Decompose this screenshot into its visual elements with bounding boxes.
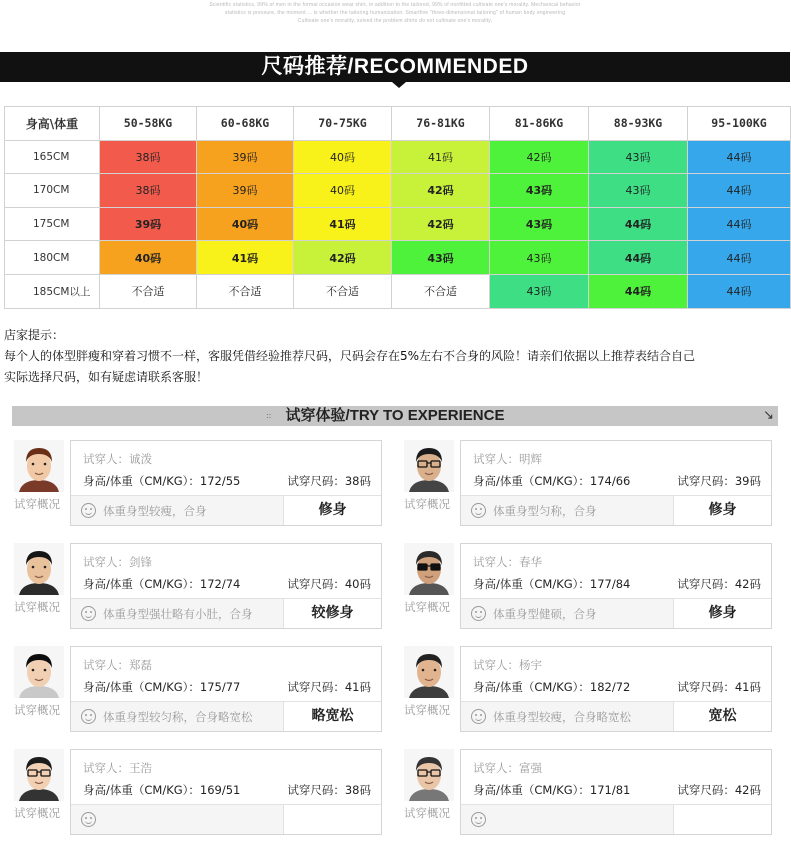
tester-spec: 身高/体重（CM/KG）：174/66 <box>473 474 631 488</box>
tryon-card <box>6 543 382 637</box>
weight-column-header: 60-68KG <box>197 107 294 141</box>
avatar-photo <box>14 543 64 595</box>
avatar-label: 试穿概况 <box>14 497 60 511</box>
size-table-row <box>5 140 791 174</box>
fit-row <box>461 804 771 834</box>
fit-description: 体重身型匀称，合身 <box>493 504 597 518</box>
tryon-card <box>396 440 772 534</box>
tryon-panel <box>460 440 772 526</box>
size-cell: 38码 <box>100 174 197 208</box>
tryon-panel <box>460 749 772 835</box>
fit-description: 体重身型健硕，合身 <box>493 607 597 621</box>
avatar <box>14 646 64 698</box>
header-fineprint <box>0 0 790 52</box>
avatar-label: 试穿概况 <box>404 600 450 614</box>
size-cell: 44码 <box>589 274 688 308</box>
tryon-card <box>396 749 772 843</box>
avatar <box>14 543 64 595</box>
size-cell: 41码 <box>197 241 294 275</box>
tester-size: 试穿尺码：42码 <box>677 783 761 797</box>
avatar-photo <box>404 440 454 492</box>
size-cell: 43码 <box>490 274 589 308</box>
size-table-row <box>5 274 791 308</box>
size-table-row <box>5 241 791 275</box>
fit-row <box>461 598 771 628</box>
size-cell: 不合适 <box>294 274 392 308</box>
size-cell: 43码 <box>490 174 589 208</box>
fit-description: 体重身型较瘦，合身 <box>103 504 207 518</box>
tester-name: 试穿人：杨宇 <box>473 658 542 672</box>
size-cell: 不合适 <box>100 274 197 308</box>
size-cell: 43码 <box>392 241 490 275</box>
height-row-header: 175CM <box>5 207 100 241</box>
tryon-panel <box>70 749 382 835</box>
size-cell: 44码 <box>589 207 688 241</box>
banner-notch <box>392 82 406 88</box>
fit-row <box>461 701 771 731</box>
size-cell: 不合适 <box>392 274 490 308</box>
size-cell: 44码 <box>688 207 791 241</box>
height-row-header: 170CM <box>5 174 100 208</box>
avatar <box>404 646 454 698</box>
tester-size: 试穿尺码：38码 <box>287 474 371 488</box>
avatar <box>14 440 64 492</box>
smile-icon <box>81 709 96 724</box>
notes-title: 店家提示： <box>4 328 65 342</box>
tester-spec: 身高/体重（CM/KG）：177/84 <box>473 577 631 591</box>
fit-result: 较修身 <box>283 599 381 628</box>
fit-result: 修身 <box>673 599 771 628</box>
size-table-corner: 身高\体重 <box>5 107 100 141</box>
tester-spec: 身高/体重（CM/KG）：171/81 <box>473 783 631 797</box>
weight-column-header: 88-93KG <box>589 107 688 141</box>
tester-size: 试穿尺码：39码 <box>677 474 761 488</box>
experience-bar <box>12 406 778 426</box>
size-chart-table <box>4 106 791 309</box>
dots-icon: :: <box>266 411 272 420</box>
size-cell: 40码 <box>100 241 197 275</box>
size-cell: 不合适 <box>197 274 294 308</box>
smile-icon <box>471 812 486 827</box>
tester-spec: 身高/体重（CM/KG）：182/72 <box>473 680 631 694</box>
smile-icon <box>81 812 96 827</box>
weight-column-header: 95-100KG <box>688 107 791 141</box>
recommended-banner <box>0 52 790 82</box>
avatar <box>404 440 454 492</box>
smile-icon <box>471 606 486 621</box>
tryon-panel <box>70 543 382 629</box>
size-cell: 43码 <box>589 174 688 208</box>
size-cell: 43码 <box>490 207 589 241</box>
tryon-card <box>6 749 382 843</box>
tryon-card <box>396 543 772 637</box>
smile-icon <box>471 503 486 518</box>
tester-size: 试穿尺码：41码 <box>677 680 761 694</box>
tryon-card <box>6 440 382 534</box>
fineprint-line: Scientific statistics, 99% of men in the formal occasion wear shirt, in addition to the tailored, 99% of nonfitted cultivate one's morality. Mechanical behavior <box>209 2 581 8</box>
size-cell: 40码 <box>197 207 294 241</box>
tester-spec: 身高/体重（CM/KG）：175/77 <box>83 680 241 694</box>
size-cell: 41码 <box>294 207 392 241</box>
banner-title: 尺码推荐/RECOMMENDED <box>261 55 529 78</box>
tester-size: 试穿尺码：38码 <box>287 783 371 797</box>
fit-result: 修身 <box>283 496 381 525</box>
fit-description: 体重身型强壮略有小肚，合身 <box>103 607 253 621</box>
height-row-header: 185CM以上 <box>5 274 100 308</box>
tester-spec: 身高/体重（CM/KG）：172/55 <box>83 474 241 488</box>
weight-column-header: 76-81KG <box>392 107 490 141</box>
size-cell: 43码 <box>490 241 589 275</box>
fit-row <box>71 804 381 834</box>
size-cell: 42码 <box>392 207 490 241</box>
size-cell: 44码 <box>688 174 791 208</box>
size-cell: 38码 <box>100 140 197 174</box>
size-cell: 44码 <box>688 241 791 275</box>
tryon-card <box>396 646 772 740</box>
size-cell: 39码 <box>100 207 197 241</box>
tryon-card <box>6 646 382 740</box>
tester-size: 试穿尺码：42码 <box>677 577 761 591</box>
tryon-panel <box>70 440 382 526</box>
fit-result: 宽松 <box>673 702 771 731</box>
avatar <box>14 749 64 801</box>
tryon-panel <box>70 646 382 732</box>
fineprint-line: statistics is pressure, the moment ... is whether the tailoring humanization. Smartfive "three-dimensional tailoring" of human body engineering <box>224 10 566 16</box>
fit-row <box>71 495 381 525</box>
avatar-label: 试穿概况 <box>14 600 60 614</box>
tester-size: 试穿尺码：41码 <box>287 680 371 694</box>
arrow-down-right-icon: ↘ <box>763 408 774 423</box>
avatar-label: 试穿概况 <box>404 703 450 717</box>
fit-row <box>71 701 381 731</box>
avatar-label: 试穿概况 <box>404 806 450 820</box>
weight-column-header: 81-86KG <box>490 107 589 141</box>
avatar-photo <box>404 543 454 595</box>
notes-line: 每个人的体型胖瘦和穿着习惯不一样，客服凭借经验推荐尺码，尺码会存在5%左右不合身的风险！请亲们依据以上推荐表结合自己 <box>4 349 696 363</box>
tester-spec: 身高/体重（CM/KG）：169/51 <box>83 783 241 797</box>
fit-result <box>673 805 771 834</box>
tester-spec: 身高/体重（CM/KG）：172/74 <box>83 577 241 591</box>
size-table-row <box>5 174 791 208</box>
avatar <box>404 749 454 801</box>
size-cell: 42码 <box>294 241 392 275</box>
size-table-header-row <box>5 107 791 141</box>
tester-name: 试穿人：郑磊 <box>83 658 152 672</box>
tryon-panel <box>460 543 772 629</box>
store-notes <box>4 325 790 388</box>
size-cell: 40码 <box>294 174 392 208</box>
fit-description: 体重身型较匀称，合身略宽松 <box>103 710 253 724</box>
size-cell: 44码 <box>688 274 791 308</box>
fit-row <box>461 495 771 525</box>
size-cell: 43码 <box>589 140 688 174</box>
notes-line: 实际选择尺码，如有疑虑请联系客服！ <box>4 370 209 384</box>
fit-result: 修身 <box>673 496 771 525</box>
size-cell: 41码 <box>392 140 490 174</box>
tryon-panel <box>460 646 772 732</box>
tester-name: 试穿人：诚泼 <box>83 452 152 466</box>
fit-result: 略宽松 <box>283 702 381 731</box>
size-cell: 44码 <box>688 140 791 174</box>
tester-name: 试穿人：春华 <box>473 555 542 569</box>
fit-row <box>71 598 381 628</box>
avatar-label: 试穿概况 <box>14 806 60 820</box>
avatar-label: 试穿概况 <box>14 703 60 717</box>
size-cell: 42码 <box>490 140 589 174</box>
height-row-header: 165CM <box>5 140 100 174</box>
weight-column-header: 50-58KG <box>100 107 197 141</box>
avatar-photo <box>14 749 64 801</box>
avatar-photo <box>404 749 454 801</box>
height-row-header: 180CM <box>5 241 100 275</box>
smile-icon <box>81 503 96 518</box>
tester-name: 试穿人：富强 <box>473 761 542 775</box>
tester-size: 试穿尺码：40码 <box>287 577 371 591</box>
size-table-row <box>5 207 791 241</box>
smile-icon <box>81 606 96 621</box>
fit-result <box>283 805 381 834</box>
avatar-photo <box>404 646 454 698</box>
avatar-photo <box>14 646 64 698</box>
tester-name: 试穿人：剑锋 <box>83 555 152 569</box>
size-cell: 39码 <box>197 174 294 208</box>
fit-description: 体重身型较瘦，合身略宽松 <box>493 710 631 724</box>
smile-icon <box>471 709 486 724</box>
size-cell: 40码 <box>294 140 392 174</box>
size-cell: 44码 <box>589 241 688 275</box>
size-cell: 42码 <box>392 174 490 208</box>
tester-name: 试穿人：明辉 <box>473 452 542 466</box>
fineprint-line: Cultivate one's morality, solved the problem shirts do not cultivate one's morality. <box>297 18 493 24</box>
avatar-photo <box>14 440 64 492</box>
experience-title: 试穿体验/TRY TO EXPERIENCE <box>285 407 505 424</box>
avatar-label: 试穿概况 <box>404 497 450 511</box>
tester-name: 试穿人：王浩 <box>83 761 152 775</box>
weight-column-header: 70-75KG <box>294 107 392 141</box>
avatar <box>404 543 454 595</box>
size-cell: 39码 <box>197 140 294 174</box>
